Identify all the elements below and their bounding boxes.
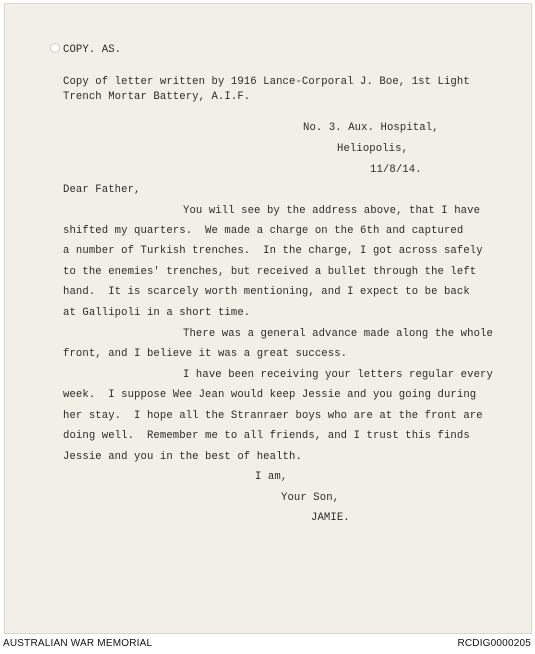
body-line: week. I suppose Wee Jean would keep Jessie and you going during (63, 389, 477, 401)
closing-line-1: I am, (255, 471, 288, 483)
signature: JAMIE. (311, 512, 350, 524)
closing-line-2: Your Son, (281, 492, 340, 504)
body-line: front, and I believe it was a great success. (63, 348, 348, 360)
body-line: hand. It is scarcely worth mentioning, and I expect to be back (63, 286, 470, 298)
address-line-2: Heliopolis, (337, 143, 409, 155)
body-line: shifted my quarters. We made a charge on the 6th and captured (63, 225, 464, 237)
letter-page (5, 4, 531, 633)
body-line: at Gallipoli in a short time. (63, 307, 251, 319)
intro-line-2: Trench Mortar Battery, A.I.F. (63, 91, 251, 103)
body-line: to the enemies' trenches, but received a bullet through the left (63, 266, 477, 278)
body-line: her stay. I hope all the Stranraer boys who are at the front are (63, 410, 483, 422)
punch-hole (51, 44, 59, 52)
body-line: Jessie and you in the best of health. (63, 451, 302, 463)
body-line: I have been receiving your letters regular every (183, 369, 493, 381)
body-line: You will see by the address above, that I have (183, 205, 481, 217)
footer-institution: AUSTRALIAN WAR MEMORIAL (3, 638, 153, 649)
salutation: Dear Father, (63, 184, 141, 196)
copy-header: COPY. AS. (63, 44, 122, 56)
body-line: doing well. Remember me to all friends, and I trust this finds (63, 430, 470, 442)
address-line-1: No. 3. Aux. Hospital, (303, 122, 439, 134)
body-line: a number of Turkish trenches. In the charge, I got across safely (63, 245, 483, 257)
footer-reference: RCDIG0000205 (457, 638, 531, 649)
intro-line-1: Copy of letter written by 1916 Lance-Corporal J. Boe, 1st Light (63, 76, 470, 88)
body-line: There was a general advance made along the whole (183, 328, 493, 340)
letter-date: 11/8/14. (370, 164, 422, 176)
